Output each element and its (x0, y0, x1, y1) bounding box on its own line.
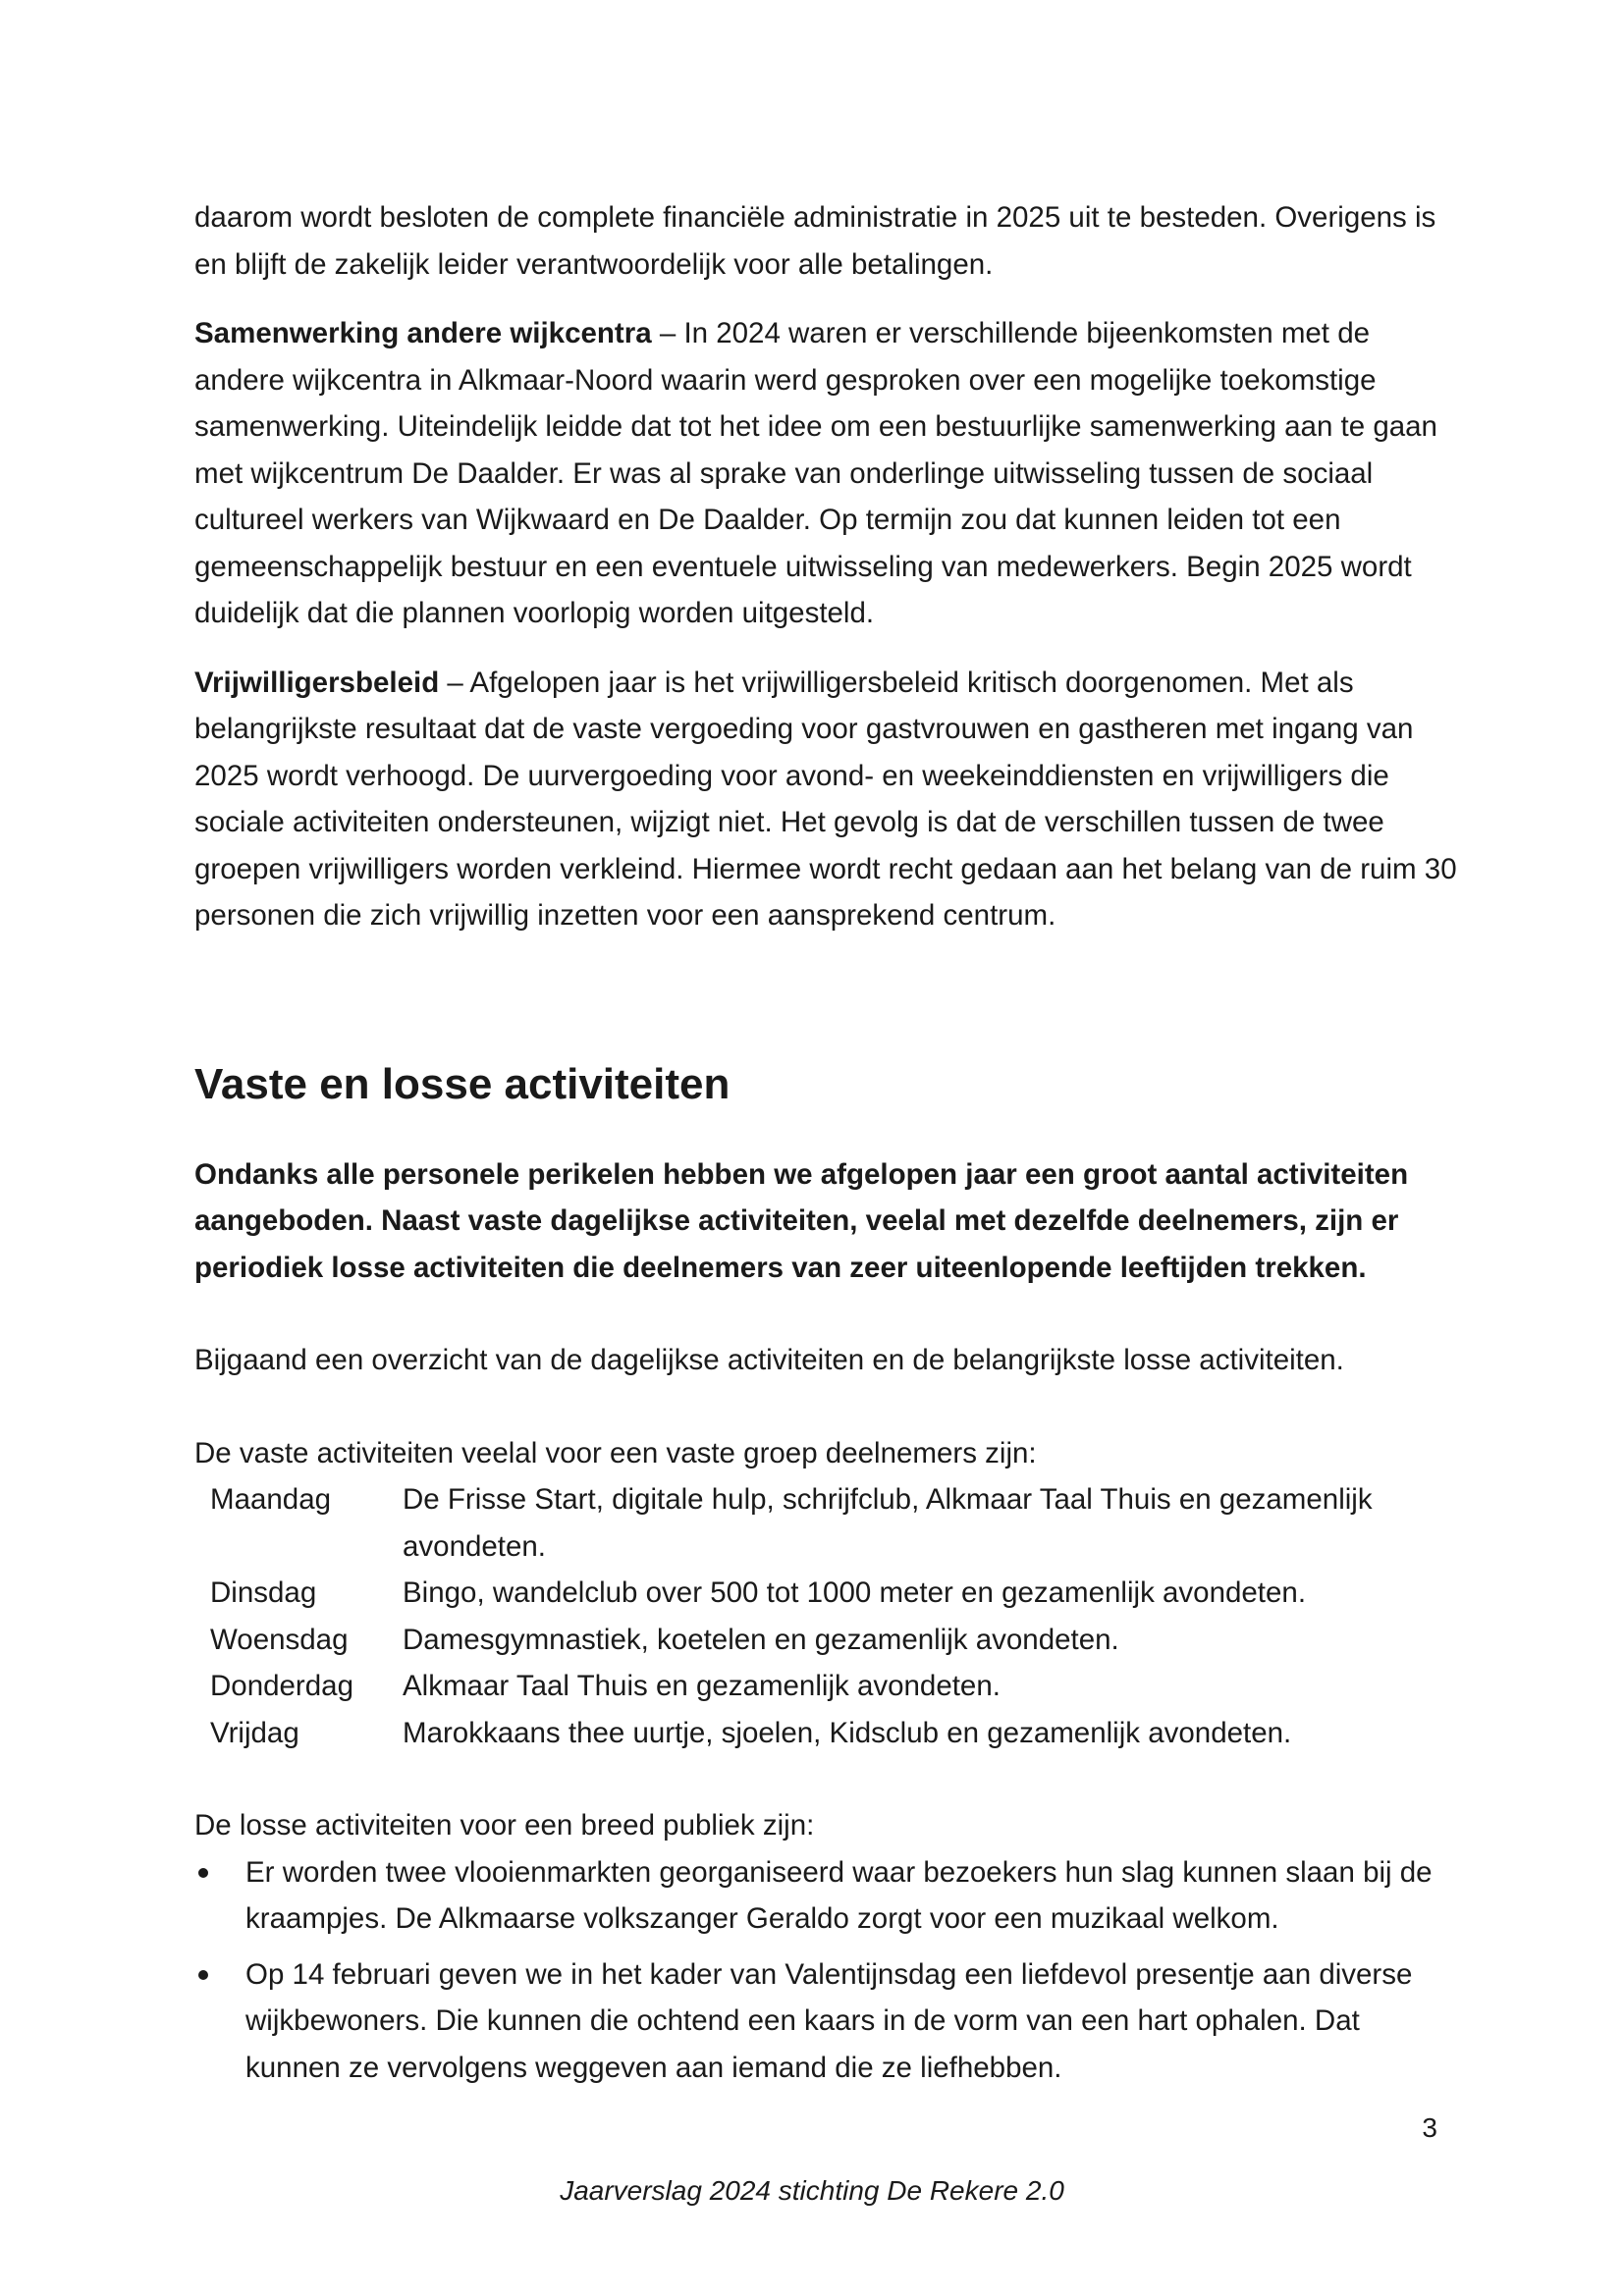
paragraph-label-vrijwilligers: Vrijwilligersbeleid (194, 666, 440, 699)
schedule-day: Maandag (210, 1483, 332, 1516)
schedule-day: Woensdag (210, 1623, 349, 1656)
schedule-day: Donderdag (210, 1670, 353, 1702)
schedule-activities: Marokkaans thee uurtje, sjoelen, Kidsclub en gezamenlijk avondeten. (403, 1716, 1292, 1749)
paragraph-text-samenwerking: – In 2024 waren er verschillende bijeenkomsten met de andere wijkcentra in Alkmaar-Noord waarin werd gesproken over een mogelijke toekomstige samenwerking. Uiteindelijk leidde dat tot het idee om een bestuurlijke samenwerking aan te gaan met wijkcentrum De Daalder. Er was al sprake van onderlinge uitwisseling tussen de sociaal cultureel werkers van Wijkwaard en De Daalder. Op termijn zou dat kunnen leiden tot een gemeenschappelijk bestuur en een eventuele uitwisseling van medewerkers. Begin 2025 wordt duidelijk dat die plannen voorlopig worden uitgesteld. (194, 317, 1437, 629)
loose-activities-intro: De losse activiteiten voor een breed publiek zijn: (194, 1809, 815, 1842)
paragraph-samenwerking (194, 310, 1461, 637)
schedule-activities: Alkmaar Taal Thuis en gezamenlijk avondeten. (403, 1670, 1001, 1702)
schedule-row (194, 1476, 1461, 1570)
bullet-icon (198, 1868, 208, 1878)
schedule-activities: Bingo, wandelclub over 500 tot 1000 meter en gezamenlijk avondeten. (403, 1576, 1307, 1609)
schedule-row (194, 1570, 1461, 1617)
page-footer: Jaarverslag 2024 stichting De Rekere 2.0 (560, 2175, 1064, 2206)
fixed-activities-intro: De vaste activiteiten veelal voor een vaste groep deelnemers zijn: (194, 1436, 1037, 1469)
section-intro: Ondanks alle personele perikelen hebben we afgelopen jaar een groot aantal activiteiten aangeboden. Naast vaste dagelijkse activiteiten, veelal met dezelfde deelnemers, zijn er periodiek losse activiteiten die deelnemers van zeer uiteenlopende leeftijden trekken. (194, 1157, 1409, 1284)
schedule-day: Vrijdag (210, 1716, 299, 1749)
bullet-icon (198, 1970, 208, 1980)
paragraph-vrijwilligers (194, 660, 1461, 939)
section-heading: Vaste en losse activiteiten (194, 1059, 731, 1108)
loose-activities-list (194, 1849, 1461, 2092)
schedule-activities: Damesgymnastiek, koetelen en gezamenlijk avondeten. (403, 1623, 1119, 1656)
page-number: 3 (1422, 2112, 1437, 2143)
schedule-activities: De Frisse Start, digitale hulp, schrijfclub, Alkmaar Taal Thuis en gezamenlijk avondeten. (403, 1483, 1373, 1563)
paragraph-text-vrijwilligers: – Afgelopen jaar is het vrijwilligersbeleid kritisch doorgenomen. Met als belangrijkste resultaat dat de vaste vergoeding voor gastvrouwen en gastheren met ingang van 2025 wordt verhoogd. De uurvergoeding voor avond- en weekeinddiensten en vrijwilligers die sociale activiteiten ondersteunen, wijzigt niet. Het gevolg is dat de verschillen tussen de twee groepen vrijwilligers worden verkleind. Hiermee wordt recht gedaan aan het belang van de ruim 30 personen die zich vrijwillig inzetten voor een aansprekend centrum. (194, 666, 1457, 932)
list-item-text: Op 14 februari geven we in het kader van Valentijnsdag een liefdevol presentje aan diverse wijkbewoners. Die kunnen die ochtend een kaars in de vorm van een hart ophalen. Dat kunnen ze vervolgens weggeven aan iemand die ze liefhebben. (245, 1957, 1413, 2084)
paragraph-label-samenwerking: Samenwerking andere wijkcentra (194, 317, 652, 349)
overview-text: Bijgaand een overzicht van de dagelijkse activiteiten en de belangrijkste losse activiteiten. (194, 1344, 1344, 1376)
list-item (194, 1951, 1461, 2092)
paragraph-administratie: daarom wordt besloten de complete financiële administratie in 2025 uit te besteden. Overigens is en blijft de zakelijk leider verantwoordelijk voor alle betalingen. (194, 201, 1436, 281)
schedule-row (194, 1710, 1461, 1757)
schedule-row (194, 1617, 1461, 1664)
list-item-text: Er worden twee vlooienmarkten georganiseerd waar bezoekers hun slag kunnen slaan bij de kraampjes. De Alkmaarse volkszanger Geraldo zorgt voor een muzikaal welkom. (245, 1855, 1433, 1935)
schedule-table (194, 1476, 1461, 1756)
page-content (194, 194, 1461, 2091)
schedule-row (194, 1663, 1461, 1710)
schedule-day: Dinsdag (210, 1576, 317, 1609)
list-item (194, 1849, 1461, 1943)
